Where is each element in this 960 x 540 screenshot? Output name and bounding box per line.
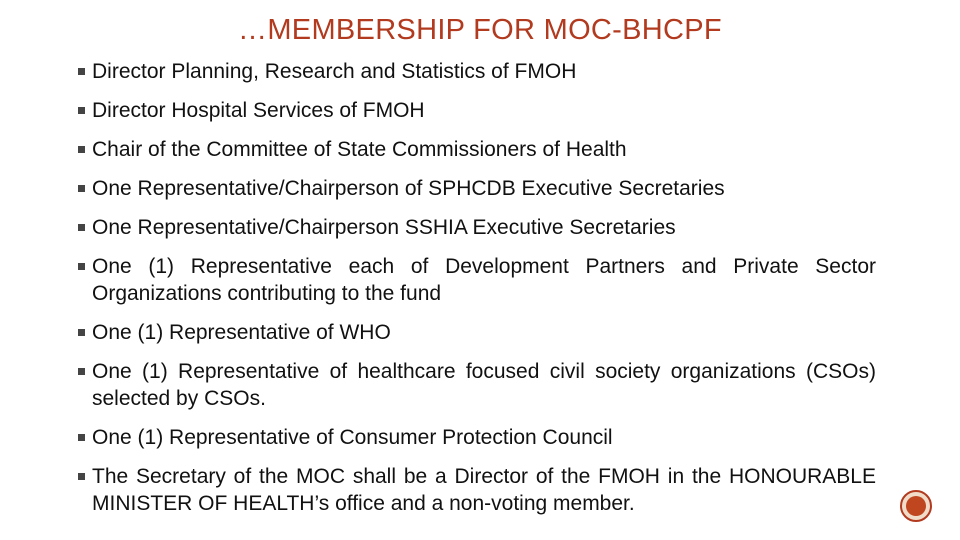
list-item-text: One Representative/Chairperson SSHIA Executive Secretaries bbox=[92, 216, 676, 239]
list-item bbox=[76, 319, 876, 346]
list-item-text: One (1) Representative of Consumer Protection Council bbox=[92, 426, 613, 449]
square-bullet-icon bbox=[78, 107, 85, 114]
square-bullet-icon bbox=[78, 368, 85, 375]
list-item-text: One (1) Representative of WHO bbox=[92, 321, 391, 344]
list-item-text: One Representative/Chairperson of SPHCDB Executive Secretaries bbox=[92, 177, 725, 200]
list-item bbox=[76, 214, 876, 241]
list-item bbox=[76, 136, 876, 163]
square-bullet-icon bbox=[78, 329, 85, 336]
list-item bbox=[76, 58, 876, 85]
list-item-text: The Secretary of the MOC shall be a Director of the FMOH in the HONOURABLE MINISTER OF HEALTH’s office and a non-voting member. bbox=[92, 465, 876, 515]
list-item bbox=[76, 253, 876, 307]
square-bullet-icon bbox=[78, 146, 85, 153]
list-item bbox=[76, 97, 876, 124]
list-item bbox=[76, 358, 876, 412]
square-bullet-icon bbox=[78, 263, 85, 270]
list-item bbox=[76, 175, 876, 202]
square-bullet-icon bbox=[78, 473, 85, 480]
slide-badge-inner bbox=[906, 496, 926, 516]
square-bullet-icon bbox=[78, 68, 85, 75]
square-bullet-icon bbox=[78, 224, 85, 231]
slide-title: …MEMBERSHIP FOR MOC-BHCPF bbox=[238, 14, 722, 46]
slide-badge-icon bbox=[900, 490, 932, 522]
list-item-text: One (1) Representative of healthcare focused civil society organizations (CSOs) selected by CSOs. bbox=[92, 360, 876, 410]
list-item-text: Chair of the Committee of State Commissioners of Health bbox=[92, 138, 627, 161]
list-item-text: One (1) Representative each of Development Partners and Private Sector Organizations contributing to the fund bbox=[92, 255, 876, 305]
list-item-text: Director Hospital Services of FMOH bbox=[92, 99, 425, 122]
list-item bbox=[76, 424, 876, 451]
membership-list bbox=[76, 58, 876, 529]
list-item bbox=[76, 463, 876, 517]
list-item-text: Director Planning, Research and Statistics of FMOH bbox=[92, 60, 577, 83]
square-bullet-icon bbox=[78, 185, 85, 192]
square-bullet-icon bbox=[78, 434, 85, 441]
